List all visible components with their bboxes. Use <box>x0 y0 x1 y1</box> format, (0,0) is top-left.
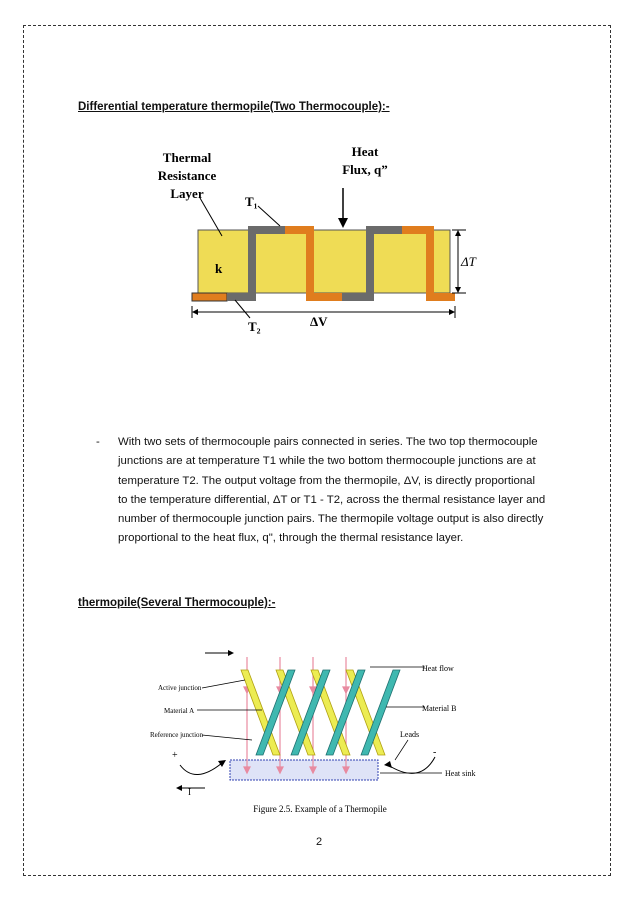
label-minus: - <box>433 747 437 758</box>
label-delta-t: ΔT <box>461 254 476 269</box>
paragraph-text: With two sets of thermocouple pairs connected in series. The two top thermocouple junctions are at temperature T1 while the two bottom thermocouple junctions are at temperature T2. The output voltage from the thermopile, ΔV, is directly proportional to the temperature differential, ΔT or T1 - T2, across the thermal resistance layer and number of thermocouple junction pairs. The thermopile voltage output is also directly proportional to the heat flux, q", through the thermal resistance layer. <box>118 436 546 545</box>
label-heat-flow: Heat flow <box>422 664 454 673</box>
label-heat: Heat <box>351 144 379 159</box>
label-material-a: Material A <box>164 707 195 715</box>
section-heading-differential: Differential temperature thermopile(Two Thermocouple):- <box>78 101 390 113</box>
label-resistance: Resistance <box>157 168 217 183</box>
label-heat-sink: Heat sink <box>445 769 476 778</box>
label-t1: T₁ <box>245 194 258 209</box>
heat-sink-block <box>230 760 378 780</box>
differential-thermopile-figure <box>150 140 490 340</box>
label-active-junction: Active junction <box>158 684 202 692</box>
paragraph-block <box>96 433 546 549</box>
label-k: k <box>215 261 223 276</box>
thermal-resistance-layer <box>198 230 450 293</box>
lead-left <box>192 293 227 301</box>
label-material-b: Material B <box>422 704 457 713</box>
label-thermal: Thermal <box>162 150 212 165</box>
label-t2: T₂ <box>248 319 261 334</box>
page-number: 2 <box>315 836 323 848</box>
label-plus: + <box>172 750 178 761</box>
figure-caption: Figure 2.5. Example of a Thermopile <box>253 804 387 814</box>
label-reference-junction: Reference junction <box>150 731 204 739</box>
thermopile-example-figure <box>150 645 490 820</box>
label-flux: Flux, q” <box>342 162 388 177</box>
label-delta-v: ΔV <box>310 314 328 329</box>
label-leads: Leads <box>400 730 420 739</box>
label-current: I <box>188 787 191 797</box>
label-layer: Layer <box>170 186 204 201</box>
bullet-dash: - <box>96 436 100 448</box>
section-heading-several: thermopile(Several Thermocouple):- <box>78 597 276 609</box>
heat-flux-arrow-icon <box>338 218 348 228</box>
